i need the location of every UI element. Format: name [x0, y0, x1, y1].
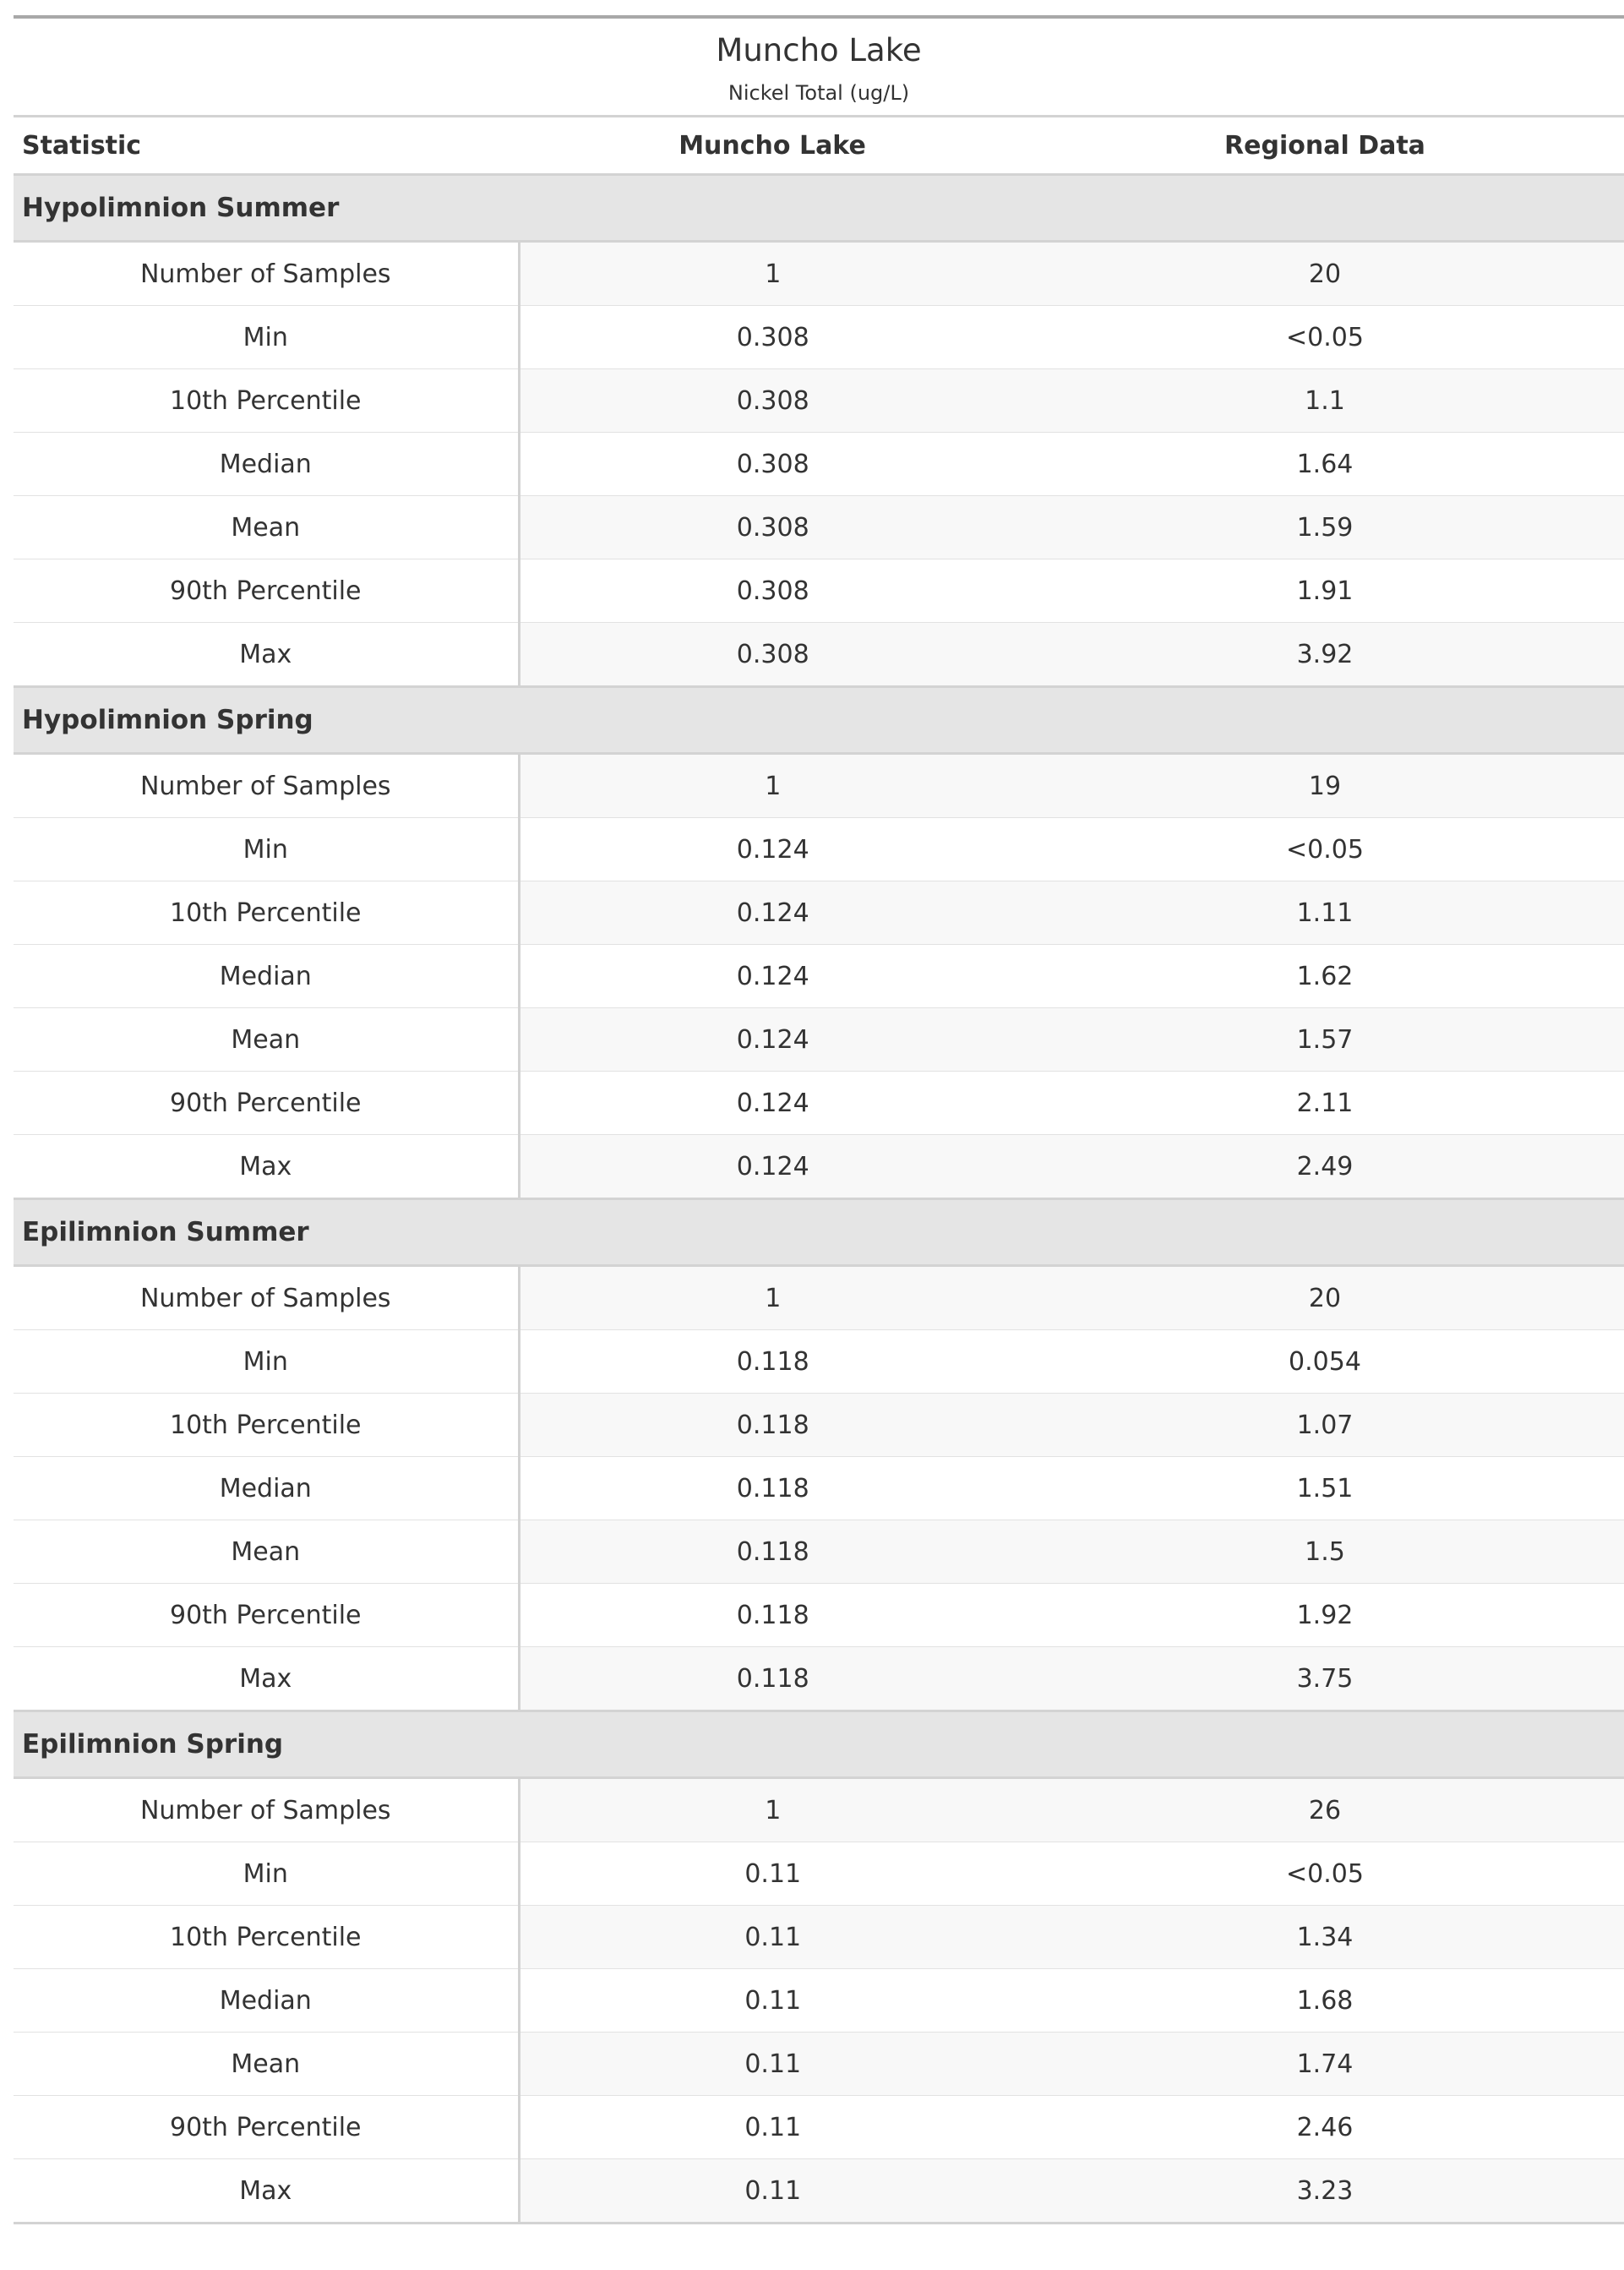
- table-row: [14, 945, 1624, 1008]
- muncho-lake-value-cell: 0.124: [519, 1135, 1026, 1199]
- regional-value-cell: 1.92: [1026, 1584, 1624, 1647]
- regional-value-cell: 19: [1026, 754, 1624, 818]
- muncho-lake-value-cell: 0.11: [519, 1969, 1026, 2033]
- table-row: [14, 496, 1624, 559]
- regional-value-cell: 1.74: [1026, 2033, 1624, 2096]
- regional-value-cell: 1.51: [1026, 1457, 1624, 1520]
- statistic-cell: Median: [14, 1969, 519, 2033]
- muncho-lake-value-cell: 0.11: [519, 2096, 1026, 2159]
- regional-value-cell: 1.5: [1026, 1520, 1624, 1584]
- muncho-lake-value-cell: 1: [519, 242, 1026, 306]
- summary-table: [14, 15, 1624, 2224]
- table-row: [14, 559, 1624, 623]
- table-row: [14, 1330, 1624, 1394]
- statistic-cell: 10th Percentile: [14, 881, 519, 945]
- muncho-lake-value-cell: 0.124: [519, 1008, 1026, 1072]
- statistic-cell: Mean: [14, 1008, 519, 1072]
- statistic-cell: 90th Percentile: [14, 1072, 519, 1135]
- statistic-cell: Median: [14, 433, 519, 496]
- statistic-cell: Median: [14, 945, 519, 1008]
- muncho-lake-value-cell: 0.308: [519, 306, 1026, 369]
- muncho-lake-value-cell: 1: [519, 754, 1026, 818]
- statistic-cell: 90th Percentile: [14, 1584, 519, 1647]
- group-label: Hypolimnion Spring: [14, 687, 1624, 754]
- table-row: [14, 1842, 1624, 1906]
- regional-value-cell: 1.34: [1026, 1906, 1624, 1969]
- column-header-row: [14, 117, 1624, 175]
- muncho-lake-value-cell: 1: [519, 1266, 1026, 1330]
- regional-value-cell: 1.91: [1026, 559, 1624, 623]
- regional-value-cell: 2.49: [1026, 1135, 1624, 1199]
- table-row: [14, 1266, 1624, 1330]
- regional-value-cell: 1.07: [1026, 1394, 1624, 1457]
- regional-value-cell: 20: [1026, 242, 1624, 306]
- statistic-cell: Mean: [14, 2033, 519, 2096]
- table-row: [14, 2096, 1624, 2159]
- muncho-lake-value-cell: 0.308: [519, 559, 1026, 623]
- regional-value-cell: 1.57: [1026, 1008, 1624, 1072]
- table-row: [14, 1520, 1624, 1584]
- muncho-lake-value-cell: 0.118: [519, 1520, 1026, 1584]
- table-row: [14, 1969, 1624, 2033]
- regional-value-cell: 2.11: [1026, 1072, 1624, 1135]
- regional-value-cell: <0.05: [1026, 306, 1624, 369]
- group-header-row: [14, 175, 1624, 242]
- statistic-cell: Number of Samples: [14, 1778, 519, 1842]
- muncho-lake-value-cell: 0.308: [519, 496, 1026, 559]
- column-header-regional: Regional Data: [1026, 117, 1624, 175]
- statistic-cell: 10th Percentile: [14, 1394, 519, 1457]
- statistic-cell: Max: [14, 1135, 519, 1199]
- statistic-cell: Number of Samples: [14, 1266, 519, 1330]
- table-row: [14, 1647, 1624, 1711]
- muncho-lake-value-cell: 0.11: [519, 2159, 1026, 2224]
- group-header-row: [14, 1711, 1624, 1778]
- muncho-lake-value-cell: 0.118: [519, 1330, 1026, 1394]
- muncho-lake-value-cell: 0.124: [519, 945, 1026, 1008]
- statistic-cell: Min: [14, 818, 519, 881]
- table-row: [14, 881, 1624, 945]
- table-row: [14, 242, 1624, 306]
- statistic-cell: Median: [14, 1457, 519, 1520]
- group-label: Hypolimnion Summer: [14, 175, 1624, 242]
- muncho-lake-value-cell: 0.118: [519, 1457, 1026, 1520]
- muncho-lake-value-cell: 1: [519, 1778, 1026, 1842]
- regional-value-cell: 1.68: [1026, 1969, 1624, 2033]
- group-label: Epilimnion Summer: [14, 1199, 1624, 1266]
- muncho-lake-value-cell: 0.11: [519, 1906, 1026, 1969]
- statistic-cell: Min: [14, 1330, 519, 1394]
- muncho-lake-value-cell: 0.124: [519, 881, 1026, 945]
- table-header: [14, 17, 1624, 175]
- regional-value-cell: 3.75: [1026, 1647, 1624, 1711]
- muncho-lake-value-cell: 0.308: [519, 433, 1026, 496]
- muncho-lake-value-cell: 0.308: [519, 623, 1026, 687]
- statistic-cell: Number of Samples: [14, 242, 519, 306]
- table-row: [14, 1906, 1624, 1969]
- regional-value-cell: <0.05: [1026, 818, 1624, 881]
- statistic-cell: 90th Percentile: [14, 2096, 519, 2159]
- statistic-cell: Number of Samples: [14, 754, 519, 818]
- regional-value-cell: 1.11: [1026, 881, 1624, 945]
- table-body: [14, 175, 1624, 2224]
- regional-value-cell: 1.1: [1026, 369, 1624, 433]
- regional-value-cell: 3.92: [1026, 623, 1624, 687]
- muncho-lake-value-cell: 0.118: [519, 1647, 1026, 1711]
- regional-value-cell: 3.23: [1026, 2159, 1624, 2224]
- table-row: [14, 433, 1624, 496]
- regional-value-cell: <0.05: [1026, 1842, 1624, 1906]
- group-label: Epilimnion Spring: [14, 1711, 1624, 1778]
- statistic-cell: Min: [14, 1842, 519, 1906]
- statistic-cell: Min: [14, 306, 519, 369]
- statistic-cell: Mean: [14, 496, 519, 559]
- column-header-statistic: Statistic: [14, 117, 519, 175]
- regional-value-cell: 20: [1026, 1266, 1624, 1330]
- statistic-cell: Max: [14, 2159, 519, 2224]
- table-row: [14, 2033, 1624, 2096]
- table-subtitle: Nickel Total (ug/L): [728, 81, 910, 105]
- table-row: [14, 369, 1624, 433]
- statistic-cell: Mean: [14, 1520, 519, 1584]
- regional-value-cell: 2.46: [1026, 2096, 1624, 2159]
- title-row: [14, 17, 1624, 117]
- column-header-lake: Muncho Lake: [519, 117, 1026, 175]
- muncho-lake-value-cell: 0.11: [519, 2033, 1026, 2096]
- statistic-cell: Max: [14, 623, 519, 687]
- table-row: [14, 1008, 1624, 1072]
- muncho-lake-value-cell: 0.124: [519, 1072, 1026, 1135]
- table-row: [14, 1584, 1624, 1647]
- table-row: [14, 1135, 1624, 1199]
- group-header-row: [14, 1199, 1624, 1266]
- statistic-cell: 10th Percentile: [14, 369, 519, 433]
- muncho-lake-value-cell: 0.118: [519, 1394, 1026, 1457]
- regional-value-cell: 1.64: [1026, 433, 1624, 496]
- table-row: [14, 818, 1624, 881]
- muncho-lake-value-cell: 0.118: [519, 1584, 1026, 1647]
- table-row: [14, 754, 1624, 818]
- muncho-lake-value-cell: 0.11: [519, 1842, 1026, 1906]
- table-row: [14, 1394, 1624, 1457]
- title-cell: [14, 17, 1624, 117]
- regional-value-cell: 0.054: [1026, 1330, 1624, 1394]
- regional-value-cell: 1.62: [1026, 945, 1624, 1008]
- regional-value-cell: 26: [1026, 1778, 1624, 1842]
- table-row: [14, 1072, 1624, 1135]
- table-row: [14, 1778, 1624, 1842]
- group-header-row: [14, 687, 1624, 754]
- regional-value-cell: 1.59: [1026, 496, 1624, 559]
- muncho-lake-value-cell: 0.308: [519, 369, 1026, 433]
- table-row: [14, 1457, 1624, 1520]
- table-row: [14, 623, 1624, 687]
- statistic-cell: Max: [14, 1647, 519, 1711]
- muncho-lake-value-cell: 0.124: [519, 818, 1026, 881]
- table-title: Muncho Lake: [716, 32, 922, 68]
- summary-table-container: [14, 15, 1624, 2224]
- table-row: [14, 306, 1624, 369]
- statistic-cell: 90th Percentile: [14, 559, 519, 623]
- table-row: [14, 2159, 1624, 2224]
- statistic-cell: 10th Percentile: [14, 1906, 519, 1969]
